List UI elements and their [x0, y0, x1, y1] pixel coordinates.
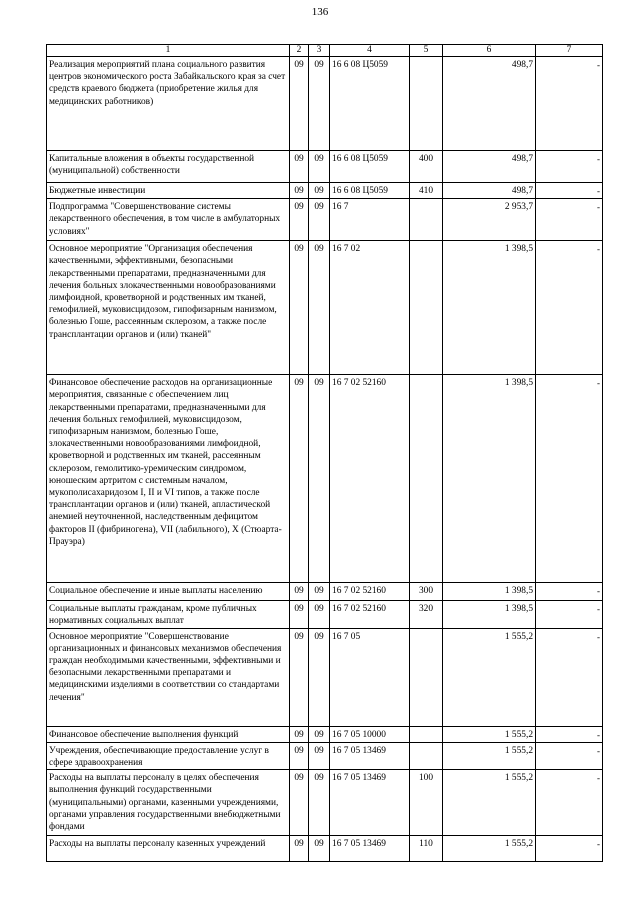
column-7-value: -: [536, 742, 603, 769]
expense-type-code: 320: [410, 601, 443, 628]
expense-type-code: [410, 375, 443, 583]
expense-type-code: [410, 726, 443, 742]
table-row: [47, 742, 603, 769]
section-code: 09: [290, 241, 309, 375]
column-7-value: -: [536, 199, 603, 241]
expense-type-code: [410, 199, 443, 241]
column-header: 7: [536, 45, 603, 57]
expense-type-code: [410, 57, 443, 151]
column-7-value: -: [536, 770, 603, 836]
table-row: [47, 836, 603, 862]
target-article-code: 16 7: [330, 199, 410, 241]
section-code: 09: [290, 151, 309, 183]
table-header-row: [47, 45, 603, 57]
expense-name: Социальные выплаты гражданам, кроме публичных нормативных социальных выплат: [47, 601, 290, 628]
amount-value: 1 398,5: [443, 375, 536, 583]
subsection-code: 09: [309, 375, 330, 583]
expense-type-code: [410, 628, 443, 726]
section-code: 09: [290, 628, 309, 726]
column-7-value: -: [536, 628, 603, 726]
target-article-code: 16 7 05 13469: [330, 836, 410, 862]
expense-name: Расходы на выплаты персоналу казенных учреждений: [47, 836, 290, 862]
section-code: 09: [290, 375, 309, 583]
table-row: [47, 375, 603, 583]
expense-type-code: 100: [410, 770, 443, 836]
column-header: 2: [290, 45, 309, 57]
subsection-code: 09: [309, 601, 330, 628]
amount-value: 1 555,2: [443, 770, 536, 836]
section-code: 09: [290, 57, 309, 151]
section-code: 09: [290, 583, 309, 601]
expense-type-code: 410: [410, 183, 443, 199]
expense-type-code: 300: [410, 583, 443, 601]
page-number: 136: [311, 6, 329, 18]
target-article-code: 16 6 08 Ц5059: [330, 57, 410, 151]
amount-value: 2 953,7: [443, 199, 536, 241]
expense-type-code: 110: [410, 836, 443, 862]
expense-name: Подпрограмма "Совершенствование системы лекарственного обеспечения, в том числе в амбулаторных условиях": [47, 199, 290, 241]
amount-value: 498,7: [443, 183, 536, 199]
section-code: 09: [290, 199, 309, 241]
target-article-code: 16 7 05: [330, 628, 410, 726]
subsection-code: 09: [309, 770, 330, 836]
subsection-code: 09: [309, 199, 330, 241]
target-article-code: 16 7 05 13469: [330, 742, 410, 769]
column-7-value: -: [536, 583, 603, 601]
amount-value: 498,7: [443, 151, 536, 183]
column-7-value: -: [536, 151, 603, 183]
column-7-value: -: [536, 57, 603, 151]
expense-name: Расходы на выплаты персоналу в целях обеспечения выполнения функций государственными (муниципальными) органами, казенными учреждениями, органами управления государственными внебюджетными фондами: [47, 770, 290, 836]
budget-table: [46, 44, 603, 862]
section-code: 09: [290, 836, 309, 862]
table-row: [47, 199, 603, 241]
section-code: 09: [290, 601, 309, 628]
column-7-value: -: [536, 375, 603, 583]
amount-value: 1 398,5: [443, 601, 536, 628]
column-header: 6: [443, 45, 536, 57]
target-article-code: 16 7 05 10000: [330, 726, 410, 742]
subsection-code: 09: [309, 726, 330, 742]
section-code: 09: [290, 183, 309, 199]
section-code: 09: [290, 770, 309, 836]
subsection-code: 09: [309, 241, 330, 375]
target-article-code: 16 6 08 Ц5059: [330, 183, 410, 199]
table-row: [47, 241, 603, 375]
amount-value: 1 555,2: [443, 742, 536, 769]
column-header: 4: [330, 45, 410, 57]
target-article-code: 16 6 08 Ц5059: [330, 151, 410, 183]
column-7-value: -: [536, 836, 603, 862]
subsection-code: 09: [309, 57, 330, 151]
amount-value: 1 555,2: [443, 836, 536, 862]
table-row: [47, 770, 603, 836]
column-header: 1: [47, 45, 290, 57]
column-7-value: -: [536, 726, 603, 742]
amount-value: 1 555,2: [443, 726, 536, 742]
column-7-value: -: [536, 601, 603, 628]
table-row: [47, 151, 603, 183]
subsection-code: 09: [309, 151, 330, 183]
expense-name: Финансовое обеспечение расходов на организационные мероприятия, связанные с обеспечением лиц лекарственными препаратами, предназначенными для лечения больных гемофилией, муковисцидозом, гипофизарным нанизмом, болезнью Гоше, злокачественными новообразованиями лимфоидной, кроветворной и родственных им тканей, рассеянным склерозом, гемолитико-уремическим синдромом, юношеским артритом с системным началом, мукополисахаридозом I, II и VI типов, а также после трансплантации органов и (или) тканей, апластической анемией неуточненной, наследственным дефицитом факторов II (фибриногена), VII (лабильного), X (Стюарта-Прауэра): [47, 375, 290, 583]
section-code: 09: [290, 742, 309, 769]
expense-name: Учреждения, обеспечивающие предоставление услуг в сфере здравоохранения: [47, 742, 290, 769]
column-7-value: -: [536, 183, 603, 199]
table-row: [47, 726, 603, 742]
amount-value: 1 555,2: [443, 628, 536, 726]
table-row: [47, 57, 603, 151]
expense-name: Основное мероприятие "Организация обеспечения качественными, эффективными, безопасными лекарственными препаратами, предназначенными для лечения больных злокачественными новообразованиями лимфоидной, кроветворной и родственных им тканей, гемофилией, муковисцидозом, гипофизарным нанизмом, болезнью Гоше, рассеянным склерозом, а также после трансплантации органов и (или) тканей": [47, 241, 290, 375]
subsection-code: 09: [309, 742, 330, 769]
table-row: [47, 601, 603, 628]
target-article-code: 16 7 05 13469: [330, 770, 410, 836]
target-article-code: 16 7 02: [330, 241, 410, 375]
expense-type-code: [410, 241, 443, 375]
expense-name: Капитальные вложения в объекты государственной (муниципальной) собственности: [47, 151, 290, 183]
amount-value: 1 398,5: [443, 583, 536, 601]
expense-name: Финансовое обеспечение выполнения функций: [47, 726, 290, 742]
amount-value: 1 398,5: [443, 241, 536, 375]
expense-name: Социальное обеспечение и иные выплаты населению: [47, 583, 290, 601]
expense-type-code: 400: [410, 151, 443, 183]
expense-name: Бюджетные инвестиции: [47, 183, 290, 199]
subsection-code: 09: [309, 183, 330, 199]
table-row: [47, 628, 603, 726]
target-article-code: 16 7 02 52160: [330, 583, 410, 601]
expense-name: Реализация мероприятий плана социального развития центров экономического роста Забайкальского края за счет средств краевого бюджета (приобретение жилья для медицинских работников): [47, 57, 290, 151]
expense-type-code: [410, 742, 443, 769]
column-header: 5: [410, 45, 443, 57]
table-row: [47, 583, 603, 601]
column-7-value: -: [536, 241, 603, 375]
target-article-code: 16 7 02 52160: [330, 375, 410, 583]
table-row: [47, 183, 603, 199]
amount-value: 498,7: [443, 57, 536, 151]
section-code: 09: [290, 726, 309, 742]
column-header: 3: [309, 45, 330, 57]
expense-name: Основное мероприятие "Совершенствование организационных и финансовых механизмов обеспечения граждан необходимыми качественными, эффективными и безопасными лекарственными препаратами и медицинскими изделиями в соответствии со стандартами лечения": [47, 628, 290, 726]
subsection-code: 09: [309, 836, 330, 862]
subsection-code: 09: [309, 583, 330, 601]
target-article-code: 16 7 02 52160: [330, 601, 410, 628]
subsection-code: 09: [309, 628, 330, 726]
